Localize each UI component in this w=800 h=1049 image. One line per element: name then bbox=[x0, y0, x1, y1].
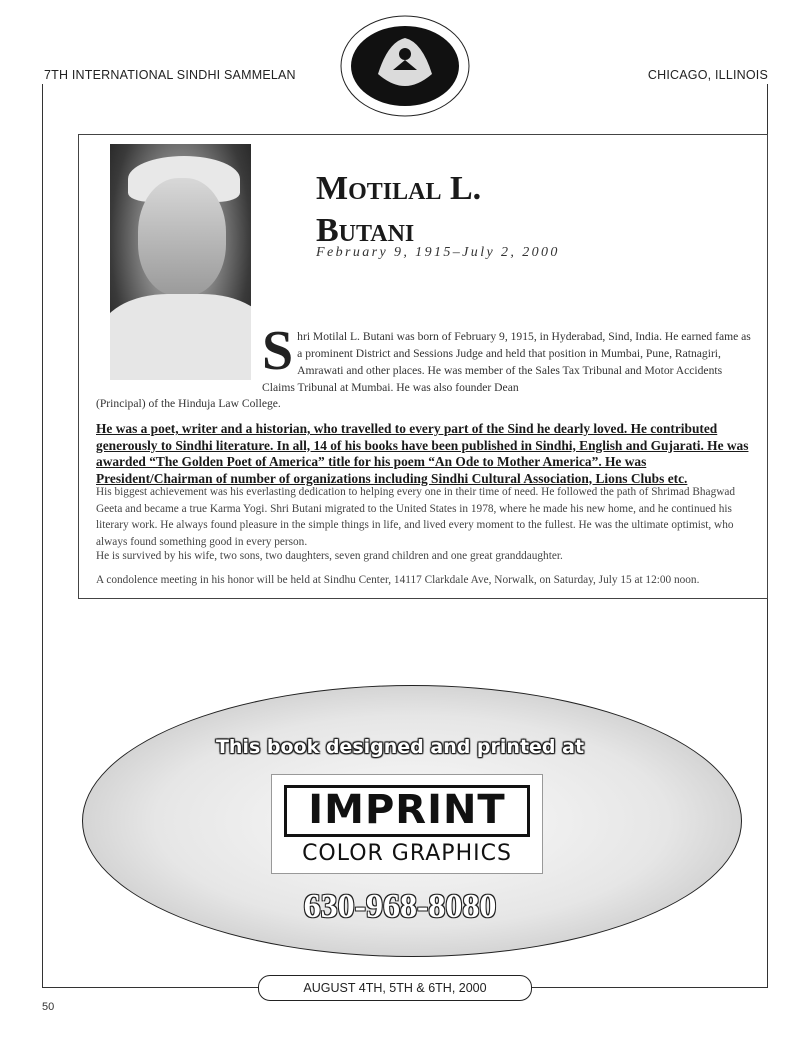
imprint-logo bbox=[271, 774, 543, 874]
intro-tail: (Principal) of the Hinduja Law College. bbox=[96, 397, 281, 410]
drop-cap: S bbox=[262, 320, 294, 382]
header-right-location: CHICAGO, ILLINOIS bbox=[647, 68, 768, 82]
page-number: 50 bbox=[42, 1001, 55, 1013]
highlight-paragraph: He was a poet, writer and a historian, who travelled to every part of the Sind he dearly loved. He contributed generously to Sindhi literature. In all, 14 of his books have been published in Sindhi, English and Gujarati. He was awarded “The Golden Poet of America” title for his poem “An Ode to Mother America”. He was President/Chairman of number of organizations including Sindhi Cultural Association, Lions Clubs etc. bbox=[96, 421, 749, 486]
ad-phone-number: 630-968-8080 bbox=[303, 888, 497, 925]
header-left-title: 7TH INTERNATIONAL SINDHI SAMMELAN bbox=[44, 68, 296, 82]
survivors-paragraph: He is survived by his wife, two sons, two daughters, seven grand children and one great granddaughter. bbox=[96, 550, 563, 562]
portrait-shirt bbox=[110, 294, 251, 380]
portrait-face bbox=[138, 178, 226, 296]
intro-text: hri Motilal L. Butani was born of February 9, 1915, in Hyderabad, Sind, India. He earned fame as a prominent District and Sessions Judge and held that position in Mumbai, Pune, Ratnagiri, Amrawati and other places. He was member of the Sales Tax Tribunal and Motor Accidents Claims Tribunal at Mumbai. He was also founder Dean bbox=[262, 330, 751, 394]
life-dates: February 9, 1915–July 2, 2000 bbox=[316, 245, 560, 260]
intro-paragraph bbox=[262, 320, 756, 396]
imprint-brand: IMPRINT bbox=[284, 785, 530, 837]
achievement-paragraph: His biggest achievement was his everlasting dedication to helping every one in their time of need. He followed the path of Shrimad Bhagwad Geeta and became a true Karma Yogi. Shri Butani migrated to the United States in 1978, where he made his new home, and he continued his literary work. He always found pleasure in the simple things in life, and lived every moment to the fullest. He was the ultimate optimist, who always found something good in every person. bbox=[96, 486, 736, 548]
sammelan-seal-logo bbox=[338, 12, 472, 118]
imprint-subtitle: COLOR GRAPHICS bbox=[302, 841, 512, 866]
person-name: Motilal L. Butani bbox=[316, 170, 482, 249]
ad-tagline: This book designed and printed at bbox=[215, 736, 585, 758]
portrait-photo bbox=[110, 144, 251, 380]
condolence-paragraph: A condolence meeting in his honor will be held at Sindhu Center, 14117 Clarkdale Ave, Norwalk, on Saturday, July 15 at 12:00 noon. bbox=[96, 574, 700, 586]
footer-event-dates: AUGUST 4TH, 5TH & 6TH, 2000 bbox=[258, 975, 532, 1001]
